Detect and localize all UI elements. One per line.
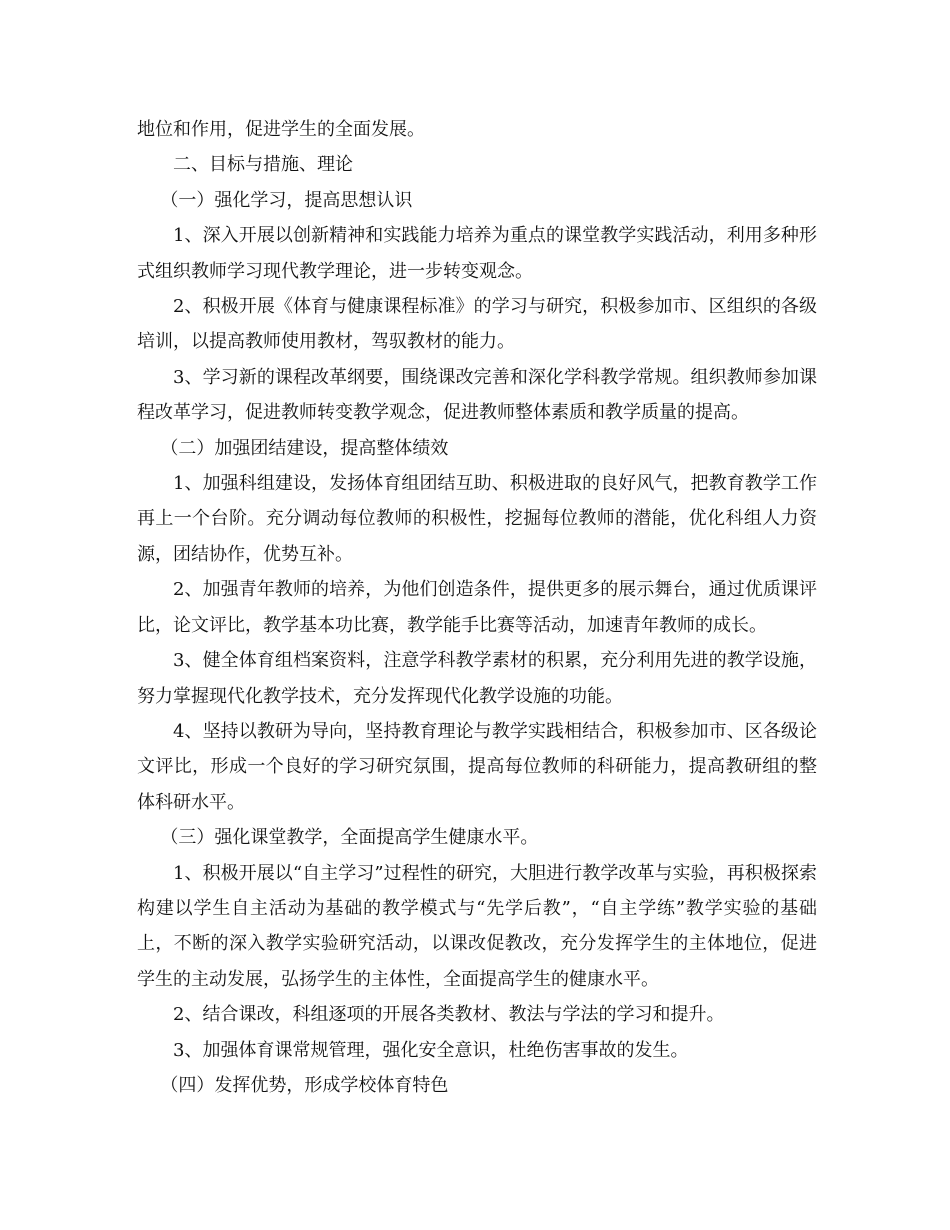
paragraph: 2、结合课改，科组逐项的开展各类教材、教法与学法的学习和提升。 [173, 1004, 725, 1026]
subsection-heading: （四）发挥优势，形成学校体育特色 [160, 1074, 449, 1096]
paragraph: 1、加强科组建设，发扬体育组团结互助、积极进取的良好风气，把教育教学工作再上一个台阶。充分调动每位教师的积极性，挖掘每位教师的潜能，优化科组人力资源，团结协作，优势互补。 [137, 473, 817, 565]
paragraph: 4、坚持以教研为导向，坚持教育理论与教学实践相结合，积极参加市、区各级论文评比，形成一个良好的学习研究氛围，提高每位教师的科研能力，提高教研组的整体科研水平。 [137, 720, 817, 813]
subsection-heading: （三）强化课堂教学，全面提高学生健康水平。 [160, 827, 539, 849]
paragraph: 1、积极开展以“自主学习”过程性的研究，大胆进行教学改革与实验，再积极探索构建以学生自主活动为基础的教学模式与“先学后教”，“自主学练”教学实验的基础上，不断的深入教学实验研究活动，以课改促教改，充分发挥学生的主体地位，促进学生的主动发展，弘扬学生的主体性，全面提高学生的健康水平。 [137, 862, 817, 990]
paragraph: 3、加强体育课常规管理，强化安全意识，杜绝伤害事故的发生。 [173, 1039, 689, 1061]
section-heading: 二、目标与措施、理论 [173, 154, 353, 176]
paragraph: 2、积极开展《体育与健康课程标准》的学习与研究，积极参加市、区组织的各级培训，以提高教师使用教材，驾驭教材的能力。 [137, 296, 817, 353]
paragraph: 3、健全体育组档案资料，注意学科教学素材的积累，充分利用先进的教学设施，努力掌握现代化教学技术，充分发挥现代化教学设施的功能。 [137, 650, 817, 707]
paragraph: 2、加强青年教师的培养，为他们创造条件，提供更多的展示舞台，通过优质课评比，论文评比，教学基本功比赛，教学能手比赛等活动，加速青年教师的成长。 [137, 579, 817, 636]
paragraph: 1、深入开展以创新精神和实践能力培养为重点的课堂教学实践活动，利用多种形式组织教师学习现代教学理论，进一步转变观念。 [137, 225, 817, 282]
document-body [137, 112, 817, 1103]
subsection-heading: （一）强化学习，提高思想认识 [160, 189, 413, 211]
paragraph: 地位和作用，促进学生的全面发展。 [137, 119, 425, 140]
subsection-heading: （二）加强团结建设，提高整体绩效 [160, 437, 449, 459]
paragraph: 3、学习新的课程改革纲要，围绕课改完善和深化学科教学常规。组织教师参加课程改革学习，促进教师转变教学观念，促进教师整体素质和教学质量的提高。 [137, 366, 817, 424]
